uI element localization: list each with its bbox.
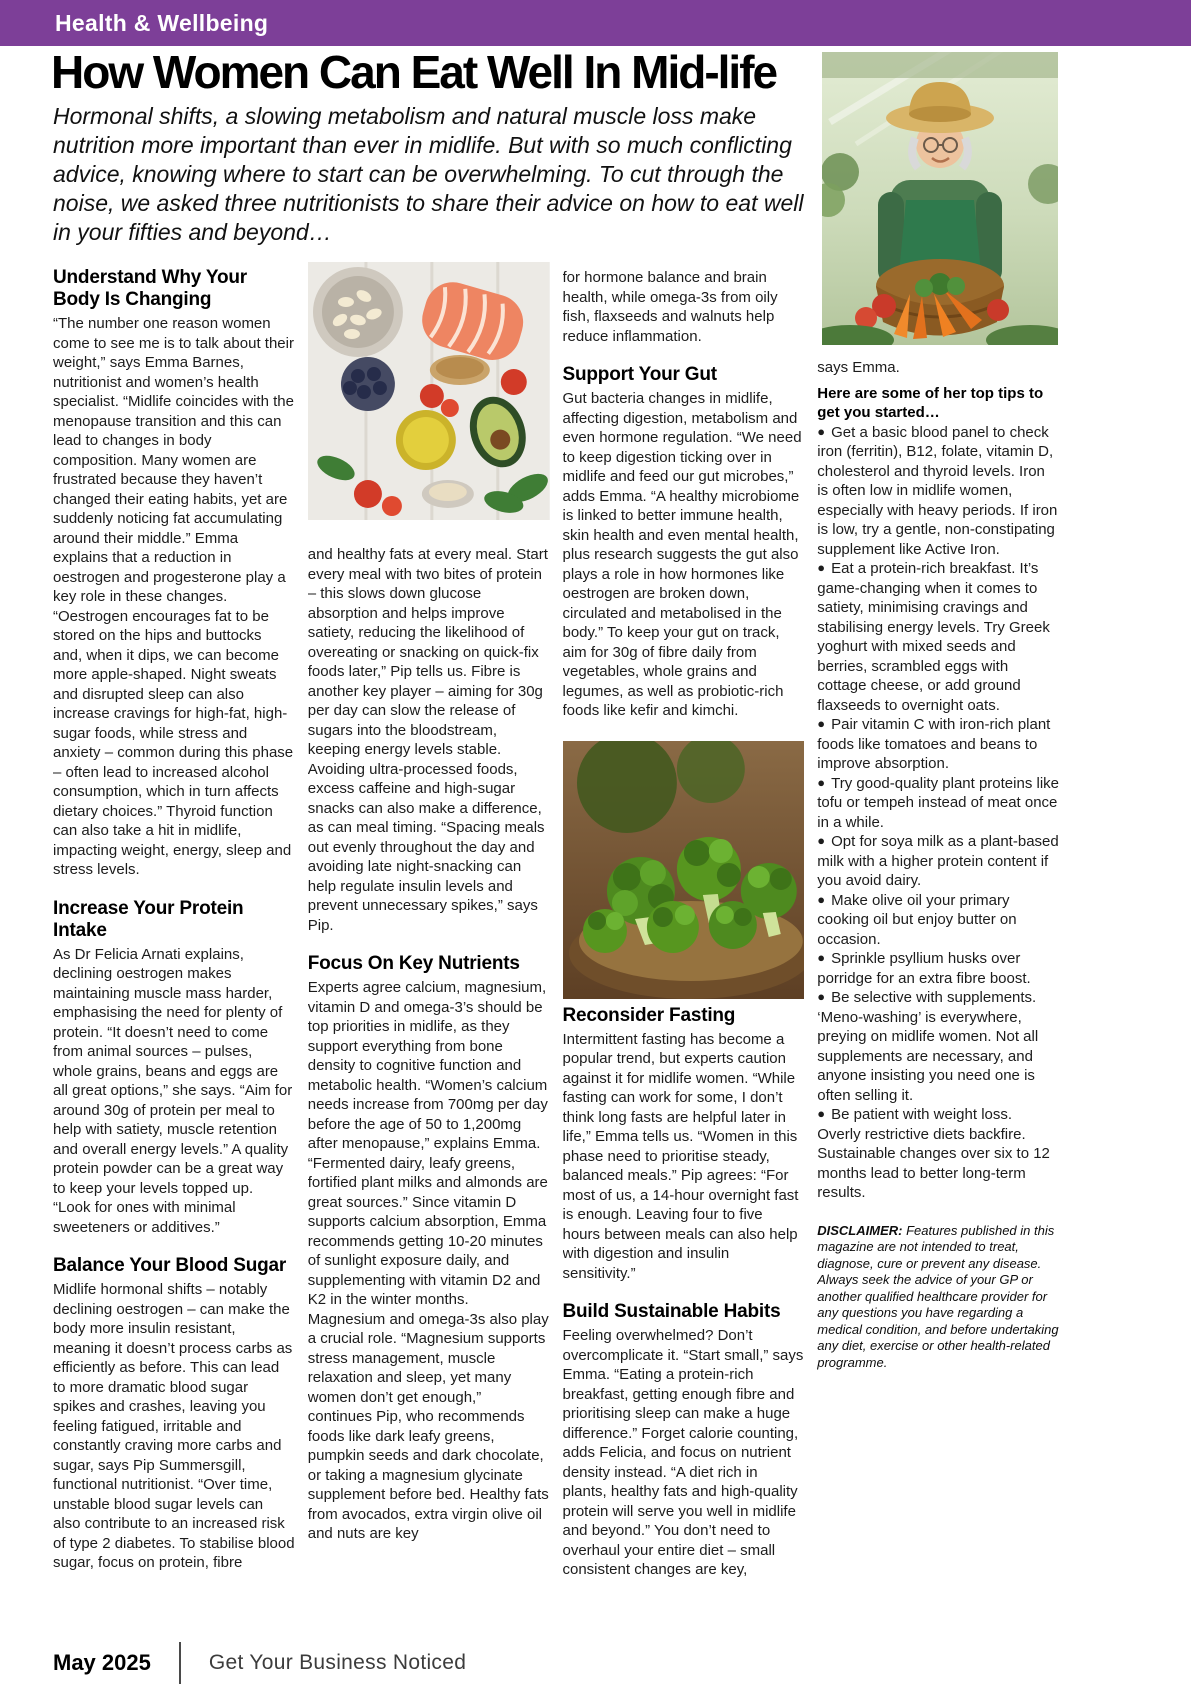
paragraph: Experts agree calcium, magnesium, vitamin D and omega-3’s should be top priorities in midlife, as they support everything from bone density to cognitive function and metabolic health. “Women’s calcium needs increase from 700mg per day before the age of 50 to 1,200mg after menopause,” explains Emma. “Fermented dairy, leafy greens, fortified plant milks and almonds are great sources.” Since vitamin D supports calcium absorption, Emma recommends getting 10-20 minutes of sunlight exposure daily, and supplementing with vitamin D2 and K2 in the winter months. Magnesium and omega-3s also play a crucial role. “Magnesium supports stress management, muscle relaxation and sleep, yet many women don’t get enough,” continues Pip, who recommends foods like dark leafy greens, pumpkin seeds and dark chocolate, or taking a magnesium glycinate supplement before bed. Healthy fats from avocados, extra virgin olive oil and nuts are key — [307, 979, 549, 1542]
heading-support-gut: Support Your Gut — [562, 364, 717, 385]
tip-text: Pair vitamin C with iron-rich plant foods like tomatoes and beans to improve absorption. — [817, 716, 1051, 772]
paragraph: As Dr Felicia Arnati explains, declining oestrogen makes maintaining muscle mass harder, emphasising the need for plenty of protein. “It doesn’t need to come from animal sources – pulses, whole grains, beans and eggs are all great options,” she says. “Aim for around 30g of protein per meal to help with satiety, muscle retention and overall energy levels.” A quality protein powder can be a great way to keep your levels topped up. “Look for ones with minimal sweeteners or additives.” — [53, 945, 293, 1236]
paragraph: Midlife hormonal shifts – notably declining oestrogen – can make the body more insulin resistant, meaning it doesn’t process carbs as efficiently as before. This can lead to more dramatic blood sugar spikes and crashes, leaving you feeling fatigued, irritable and constantly craving more carbs and sugar, says Pip Summersgill, functional nutritionist. “Over time, unstable blood sugar levels can also contribute to an increased risk of type 2 diabetes. To stabilise blood sugar, focus on protein, fibre — [53, 1281, 295, 1571]
tips-lead: Here are some of her top tips to get you started… — [817, 384, 1044, 421]
broccoli-illustration — [563, 741, 805, 999]
paragraph: for hormone balance and brain health, while omega-3s from oily fish, flaxseeds and walnuts help reduce inflammation. — [562, 269, 778, 345]
bullet-icon: ● — [817, 833, 826, 848]
paragraph: Feeling overwhelmed? Don’t overcomplicate it. “Start small,” says Emma. “Eating a protein-rich breakfast, getting enough fibre and prioritising sleep can make a huge difference.” Forget calorie counting, adds Felicia, and focus on nutrient density instead. “A diet rich in plants, healthy fats and high-quality protein will serve you well in midlife and beyond.” You don’t need to overhaul your entire diet – small consistent changes are key, — [562, 1327, 804, 1578]
tip-item — [817, 715, 1059, 774]
tip-text: Get a basic blood panel to check iron (ferritin), B12, folate, vitamin D, cholesterol and thyroid levels. Iron is often low in midlife women, especially with heavy periods. If iron is low, try a gentle, non-constipating supplement like Active Iron. — [817, 423, 1058, 558]
tip-item — [817, 559, 1059, 715]
bullet-icon: ● — [817, 950, 826, 965]
tip-text: Sprinkle psyllium husks over porridge for an extra fibre boost. — [817, 950, 1031, 987]
issue-date: May 2025 — [53, 1650, 151, 1675]
bullet-icon: ● — [817, 1106, 826, 1121]
section-label: Health & Wellbeing — [55, 9, 269, 36]
column-1 — [53, 262, 295, 1630]
bullet-icon: ● — [817, 989, 826, 1004]
column-2 — [308, 262, 550, 1630]
disclaimer-label: DISCLAIMER: — [817, 1222, 903, 1238]
paragraph: Intermittent fasting has become a popular trend, but experts caution against it for midlife women. “While fasting can work for some, I don’t think long fasts are helpful later in life,” Emma tells us. “Women in this phase need to prioritise steady, balanced meals.” Pip agrees: “For most of us, a 14-hour overnight fast is enough. Leaving four to five hours between meals can also help with digestion and insulin sensitivity.” — [562, 1030, 799, 1282]
tip-item — [817, 423, 1059, 560]
paragraph: “The number one reason women come to see me is to talk about their weight,” says Emma Barnes, nutritionist and women’s health specialist. “Midlife coincides with the menopause transition and this can lead to changes in body composition. Many women are frustrated because they haven’t changed their eating habits, yet are suddenly noticing fat accumulating around their middle.” Emma explains that a reduction in oestrogen and progesterone play a key role in these changes. “Oestrogen encourages fat to be stored on the hips and buttocks and, when it dips, we can become more apple-shaped. Night sweats and disrupted sleep can also increase cravings for high-fat, high-sugar foods, while stress and anxiety – common during this phase – often lead to increased alcohol consumption, which in turn affects dietary choices.” Thyroid function can also take a hit in midlife, impacting weight, energy, sleep and stress levels. — [53, 315, 294, 878]
paragraph: says Emma. — [817, 359, 900, 376]
tip-text: Eat a protein-rich breakfast. It’s game-changing when it comes to satiety, minimising cravings and stabilising energy levels. Try Greek yoghurt with mixed seeds and berries, scrambled eggs with cottage cheese, or add ground flaxseeds to overnight oats. — [817, 560, 1050, 714]
bullet-icon: ● — [817, 560, 826, 575]
tip-item — [817, 988, 1059, 1105]
heading-sustainable-habits: Build Sustainable Habits — [562, 1301, 781, 1322]
bullet-icon: ● — [817, 423, 826, 439]
column-4 — [817, 262, 1059, 1630]
tip-item — [817, 891, 1059, 950]
tip-text: Be selective with supplements. ‘Meno-washing’ is everywhere, preying on midlife women. Not all supplements are necessary, and anyone insisting you need one is often selling it. — [817, 989, 1039, 1104]
healthy-food-illustration — [308, 262, 550, 520]
tip-item — [817, 832, 1059, 891]
tip-text: Try good-quality plant proteins like tofu or tempeh instead of meat once in a while. — [817, 774, 1059, 831]
tip-text: Be patient with weight loss. Overly restrictive diets backfire. Sustainable changes over six to 12 months lead to better long-term results. — [817, 1106, 1050, 1201]
bullet-icon: ● — [817, 891, 826, 907]
paragraph: and healthy fats at every meal. Start every meal with two bites of protein – this slows down glucose absorption and helps improve satiety, reducing the likelihood of overeating or snacking on quick-fix foods later,” Pip tells us. Fibre is another key player – aiming for 30g per day can slow the release of sugars into the bloodstream, keeping energy levels stable. Avoiding ultra-processed foods, excess caffeine and high-sugar snacks can also make a difference, as can meal timing. “Spacing meals out evenly throughout the day and avoiding late night-snacking can help regulate insulin levels and prevent unnecessary spikes,” says Pip. — [307, 546, 548, 934]
healthy-food-photo — [308, 262, 550, 520]
section-bar — [0, 0, 1191, 46]
broccoli-photo — [563, 741, 805, 999]
footer-tagline: Get Your Business Noticed — [208, 1651, 467, 1674]
bullet-icon: ● — [817, 716, 826, 731]
standfirst: Hormonal shifts, a slowing metabolism and natural muscle loss make nutrition more important than ever in midlife. But with so much conflicting advice, knowing where to start can be overwhelming. To cut through the noise, we asked three nutritionists to share their advice on how to eat well in your fifties and beyond… — [53, 103, 804, 245]
bullet-icon: ● — [817, 774, 826, 790]
tip-text: Make olive oil your primary cooking oil but enjoy butter on occasion. — [817, 891, 1017, 948]
column-3 — [563, 262, 805, 1630]
heading-key-nutrients: Focus On Key Nutrients — [307, 953, 520, 974]
article-body — [53, 262, 1059, 1630]
heading-blood-sugar: Balance Your Blood Sugar — [53, 1255, 287, 1276]
heading-reconsider-fasting: Reconsider Fasting — [562, 1004, 736, 1026]
heading-understand-body: Understand Why Your Body Is Changing — [53, 267, 247, 310]
paragraph: Gut bacteria changes in midlife, affecting digestion, metabolism and even hormone regulation. “We need to keep digestion ticking over in midlife and feed our gut microbes,” adds Emma. “A healthy microbiome is linked to better immune health, skin health and even mental health, plus research suggests the gut also plays a role in how hormones like oestrogen are broken down, circulated and metabolised in the body.” To keep your gut on track, aim for 30g of fibre daily from vegetables, whole grains and legumes, as well as probiotic-rich foods like kefir and kimchi. — [562, 390, 802, 719]
tip-item — [817, 949, 1059, 988]
tip-text: Opt for soya milk as a plant-based milk with a higher protein content if you avoid dairy. — [817, 833, 1059, 889]
disclaimer — [817, 1223, 1059, 1372]
disclaimer-text: Features published in this magazine are not intended to treat, diagnose, cure or prevent any disease. Always seek the advice of your GP or another qualified healthcare provider for any questions you have regarding a medical condition, and before undertaking any diet, exercise or other health-related programme. — [817, 1222, 1059, 1370]
footer-divider — [179, 1642, 181, 1684]
tip-item — [817, 1105, 1059, 1203]
heading-protein-intake: Increase Your Protein Intake — [53, 897, 244, 941]
page-footer — [53, 1642, 466, 1684]
tip-item — [817, 774, 1059, 833]
page-title: How Women Can Eat Well In Mid-life — [51, 46, 777, 98]
